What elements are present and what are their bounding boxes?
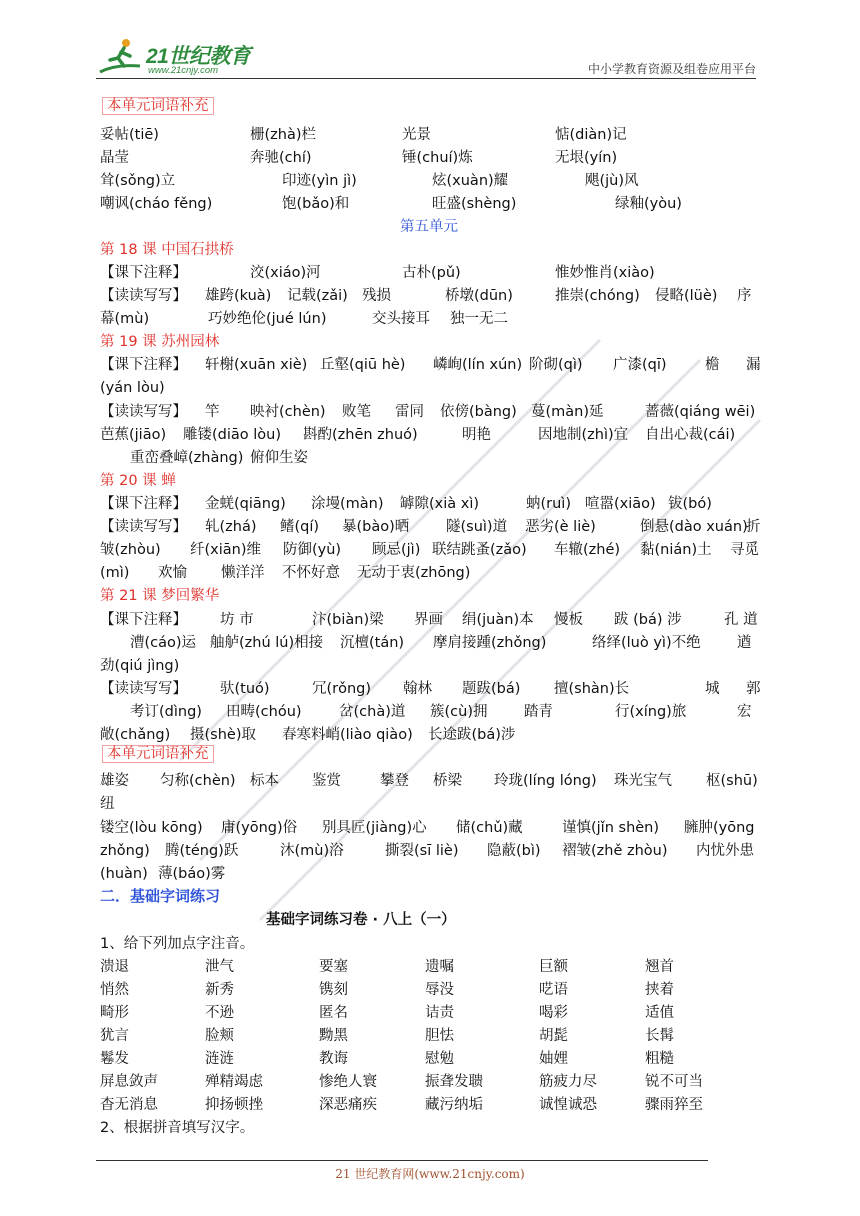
question-1: 1、给下列加点字注音。 bbox=[100, 936, 255, 952]
supp2-9: 枢(shū) bbox=[706, 773, 758, 789]
l19-read-5: 依傍(bàng) bbox=[440, 404, 517, 420]
lesson-19-title: 第 19 课 苏州园林 bbox=[100, 334, 220, 350]
grid-r3c5: 长髯 bbox=[645, 1028, 674, 1044]
supp2-3: 标本 bbox=[250, 773, 279, 789]
l20-read-15: 寻觅 bbox=[730, 542, 759, 558]
grid-r4c0: 鬈发 bbox=[100, 1051, 129, 1067]
l18-read-4: 桥墩(dūn) bbox=[445, 288, 513, 304]
supp1-r0c2: 光景 bbox=[402, 127, 431, 143]
l20-note-3: 罅隙(xià xì) bbox=[400, 496, 480, 512]
l18-notes-label: 【课下注释】 bbox=[100, 265, 187, 281]
l21-read-17: 春寒料峭(liào qiào) bbox=[282, 727, 413, 743]
l21-note-9: 舳舻(zhú lú)相接 bbox=[210, 635, 324, 651]
l19-note-7: 漏 bbox=[746, 357, 761, 373]
supp2-20: 撕裂(sī liè) bbox=[385, 843, 459, 859]
l19-read-9: 雕镂(diāo lòu) bbox=[183, 427, 282, 443]
supp1-r3c0: 嘲讽(cháo fěng) bbox=[100, 196, 213, 212]
grid-r1c4: 呓语 bbox=[539, 982, 568, 998]
supp2-24: (huàn) bbox=[100, 866, 148, 882]
supp1-r3c3: 绿釉(yòu) bbox=[615, 196, 682, 212]
grid-r1c1: 新秀 bbox=[205, 982, 234, 998]
grid-r0c0: 溃退 bbox=[100, 959, 129, 975]
grid-r6c5: 骤雨猝至 bbox=[645, 1097, 703, 1113]
supp2-7: 玲珑(líng lóng) bbox=[494, 773, 597, 789]
l20-read-3: 暴(bào)晒 bbox=[342, 519, 410, 535]
l21-read-16: 摄(shè)取 bbox=[190, 727, 256, 743]
l21-note-3: 界画 bbox=[414, 612, 443, 628]
supp2-12: 庸(yōng)俗 bbox=[221, 820, 298, 836]
supp2-11: 镂空(lòu kōng) bbox=[100, 820, 203, 836]
l19-note-8: (yán lòu) bbox=[100, 380, 165, 396]
grid-r2c4: 喝彩 bbox=[539, 1005, 568, 1021]
l18-read-label: 【读读写写】 bbox=[100, 288, 187, 304]
l19-read-10: 斟酌(zhēn zhuó) bbox=[303, 427, 418, 443]
l21-note-12: 络绎(luò yì)不绝 bbox=[592, 635, 701, 651]
grid-r5c4: 筋疲力尽 bbox=[539, 1074, 597, 1090]
l21-read-18: 长途跋(bá)涉 bbox=[428, 727, 516, 743]
l19-read-15: 俯仰生姿 bbox=[250, 450, 308, 466]
grid-r2c2: 匿名 bbox=[319, 1005, 348, 1021]
grid-r2c0: 畸形 bbox=[100, 1005, 129, 1021]
l20-read-12: 联结跳蚤(zǎo) bbox=[432, 542, 527, 558]
l20-note-5: 喧嚣(xiāo) bbox=[585, 496, 656, 512]
l21-note-11: 摩肩接踵(zhǒng) bbox=[433, 635, 547, 651]
l21-read-9: 田畴(chóu) bbox=[226, 704, 302, 720]
grid-r6c2: 深恶痛疾 bbox=[319, 1097, 377, 1113]
grid-r2c5: 适值 bbox=[645, 1005, 674, 1021]
grid-r5c1: 殚精竭虑 bbox=[205, 1074, 263, 1090]
grid-r6c1: 抑扬顿挫 bbox=[205, 1097, 263, 1113]
grid-r3c1: 脸颊 bbox=[205, 1028, 234, 1044]
l19-read-label: 【读读写写】 bbox=[100, 404, 187, 420]
l20-note-1: 金蜣(qiāng) bbox=[205, 496, 286, 512]
l20-note-6: 钹(bó) bbox=[668, 496, 712, 512]
grid-r4c2: 教诲 bbox=[319, 1051, 348, 1067]
l18-read-3: 残损 bbox=[362, 288, 391, 304]
l19-read-11: 明艳 bbox=[462, 427, 491, 443]
supp1-r2c2: 炫(xuàn)耀 bbox=[432, 173, 509, 189]
supp2-5: 攀登 bbox=[380, 773, 409, 789]
l19-read-6: 蔓(màn)延 bbox=[531, 404, 604, 420]
grid-r6c3: 藏污纳垢 bbox=[425, 1097, 483, 1113]
l21-read-label: 【读读写写】 bbox=[100, 681, 187, 697]
l20-read-5: 恶劣(è liè) bbox=[525, 519, 596, 535]
l19-note-4: 阶砌(qì) bbox=[529, 357, 583, 373]
l20-read-16: (mì) bbox=[100, 565, 130, 581]
header-divider bbox=[96, 78, 756, 79]
supp1-r0c1: 栅(zhà)栏 bbox=[250, 127, 317, 143]
exercise-title: 基础字词练习卷 · 八上（一） bbox=[266, 912, 456, 928]
l20-read-4: 隧(suì)道 bbox=[446, 519, 508, 535]
supp1-r1c3: 无垠(yín) bbox=[555, 150, 618, 166]
l20-read-20: 无动于衷(zhōng) bbox=[357, 565, 471, 581]
grid-r5c0: 屏息敛声 bbox=[100, 1074, 158, 1090]
l20-read-13: 车辙(zhé) bbox=[554, 542, 621, 558]
l19-read-1: 竿 bbox=[205, 404, 220, 420]
supp2-6: 桥梁 bbox=[433, 773, 462, 789]
supp1-r2c1: 印迹(yìn jì) bbox=[282, 173, 357, 189]
grid-r0c2: 要塞 bbox=[319, 959, 348, 975]
supp2-16: 臃肿(yōng bbox=[684, 820, 755, 836]
l21-read-15: 敞(chǎng) bbox=[100, 727, 171, 743]
grid-r0c5: 翘首 bbox=[645, 959, 674, 975]
grid-r6c4: 诚惶诚恐 bbox=[539, 1097, 597, 1113]
l19-read-8: 芭蕉(jiāo) bbox=[100, 427, 167, 443]
l21-read-5: 擅(shàn)长 bbox=[554, 681, 630, 697]
l20-read-14: 黏(nián)土 bbox=[640, 542, 712, 558]
l18-read-10: 交头接耳 bbox=[372, 311, 430, 327]
supp1-r3c1: 饱(bǎo)和 bbox=[282, 196, 350, 212]
supp2-1: 雄姿 bbox=[100, 773, 129, 789]
l19-note-3: 嶙峋(lín xún) bbox=[433, 357, 523, 373]
l21-read-1: 驮(tuó) bbox=[220, 681, 270, 697]
l21-read-14: 宏 bbox=[737, 704, 752, 720]
l19-read-2: 映衬(chèn) bbox=[250, 404, 326, 420]
supp2-10: 纽 bbox=[100, 796, 115, 812]
lesson-18-title: 第 18 课 中国石拱桥 bbox=[100, 242, 234, 258]
l20-notes-label: 【课下注释】 bbox=[100, 496, 187, 512]
runner-logo-icon bbox=[96, 36, 144, 76]
l20-read-6: 倒悬(dào xuán) bbox=[640, 519, 748, 535]
l19-read-7: 蔷薇(qiáng wēi) bbox=[645, 404, 756, 420]
l18-read-2: 记载(zǎi) bbox=[287, 288, 348, 304]
supp2-22: 褶皱(zhě zhòu) bbox=[562, 843, 668, 859]
grid-r3c3: 胆怯 bbox=[425, 1028, 454, 1044]
l21-note-4: 绢(juàn)本 bbox=[462, 612, 534, 628]
l20-note-2: 涂墁(màn) bbox=[311, 496, 384, 512]
l18-note-2: 古朴(pǔ) bbox=[402, 265, 461, 281]
l18-read-8: 幕(mù) bbox=[100, 311, 150, 327]
l20-read-8: 皱(zhòu) bbox=[100, 542, 161, 558]
l21-note-6: 跋 (bá) 涉 bbox=[614, 612, 682, 628]
page-header bbox=[96, 34, 756, 78]
supp2-15: 谨慎(jǐn shèn) bbox=[562, 820, 660, 836]
l21-note-2: 汴(biàn)梁 bbox=[312, 612, 384, 628]
supp1-r1c1: 奔驰(chí) bbox=[250, 150, 312, 166]
grid-r5c2: 惨绝人寰 bbox=[319, 1074, 377, 1090]
grid-r1c0: 悄然 bbox=[100, 982, 129, 998]
l21-read-2: 冗(rǒng) bbox=[312, 681, 372, 697]
l20-read-label: 【读读写写】 bbox=[100, 519, 187, 535]
supplement-title-1: 本单元词语补充 bbox=[102, 96, 214, 116]
l19-note-2: 丘壑(qiū hè) bbox=[320, 357, 406, 373]
supp2-21: 隐蔽(bì) bbox=[487, 843, 541, 859]
grid-r1c2: 镌刻 bbox=[319, 982, 348, 998]
l20-read-11: 顾忌(jì) bbox=[372, 542, 421, 558]
grid-r3c4: 胡髭 bbox=[539, 1028, 568, 1044]
l21-read-4: 题跋(bá) bbox=[462, 681, 521, 697]
logo-url: www.21cnjy.com bbox=[148, 65, 219, 76]
l21-note-14: 劲(qiú jìng) bbox=[100, 658, 180, 674]
grid-r1c3: 辱没 bbox=[425, 982, 454, 998]
l21-read-11: 簇(cù)拥 bbox=[430, 704, 488, 720]
supp1-r1c0: 晶莹 bbox=[100, 150, 129, 166]
l20-read-9: 纤(xiān)维 bbox=[190, 542, 261, 558]
footer-divider bbox=[96, 1160, 708, 1161]
supp2-17: zhǒng) bbox=[100, 843, 150, 859]
l19-read-3: 败笔 bbox=[342, 404, 371, 420]
supp2-23: 内忧外患 bbox=[696, 843, 754, 859]
grid-r0c4: 巨额 bbox=[539, 959, 568, 975]
l18-read-1: 雄跨(kuà) bbox=[205, 288, 272, 304]
l20-note-4: 蚋(ruì) bbox=[526, 496, 571, 512]
logo-text: 21世纪教育 bbox=[146, 45, 251, 68]
grid-r3c0: 犹言 bbox=[100, 1028, 129, 1044]
l20-read-19: 不怀好意 bbox=[282, 565, 340, 581]
grid-r1c5: 挟着 bbox=[645, 982, 674, 998]
l18-read-6: 侵略(lüè) bbox=[655, 288, 718, 304]
l20-read-18: 懒洋洋 bbox=[221, 565, 265, 581]
grid-r5c5: 锐不可当 bbox=[645, 1074, 703, 1090]
l21-note-5: 慢板 bbox=[554, 612, 583, 628]
lesson-21-title: 第 21 课 梦回繁华 bbox=[100, 588, 220, 604]
l21-note-7: 孔 道 bbox=[724, 612, 758, 628]
grid-r0c1: 泄气 bbox=[205, 959, 234, 975]
supp2-2: 匀称(chèn) bbox=[160, 773, 236, 789]
grid-r6c0: 杳无消息 bbox=[100, 1097, 158, 1113]
l21-notes-label: 【课下注释】 bbox=[100, 612, 187, 628]
platform-name: 中小学教育资源及组卷应用平台 bbox=[587, 62, 756, 76]
grid-r4c1: 涟涟 bbox=[205, 1051, 234, 1067]
grid-r2c3: 诘责 bbox=[425, 1005, 454, 1021]
supp2-8: 珠光宝气 bbox=[614, 773, 672, 789]
l20-read-7: 折 bbox=[746, 519, 761, 535]
footer-text: 21 世纪教育网(www.21cnjy.com) bbox=[335, 1167, 525, 1181]
supp2-13: 别具匠(jiàng)心 bbox=[322, 820, 427, 836]
supp1-r0c0: 妥帖(tiē) bbox=[100, 127, 159, 143]
grid-r0c3: 遗嘱 bbox=[425, 959, 454, 975]
grid-r2c1: 不逊 bbox=[205, 1005, 234, 1021]
supp1-r2c0: 耸(sǒng)立 bbox=[100, 173, 176, 189]
unit-5-heading: 第五单元 bbox=[400, 219, 458, 235]
l21-note-8: 漕(cáo)运 bbox=[130, 635, 197, 651]
l20-read-17: 欢愉 bbox=[158, 565, 187, 581]
supp1-r1c2: 锤(chuí)炼 bbox=[402, 150, 473, 166]
l19-read-4: 雷同 bbox=[395, 404, 424, 420]
supp1-r3c2: 旺盛(shèng) bbox=[432, 196, 517, 212]
l21-note-10: 沉檀(tán) bbox=[340, 635, 405, 651]
l20-read-10: 防御(yù) bbox=[283, 542, 342, 558]
l19-note-5: 广漆(qī) bbox=[613, 357, 667, 373]
lesson-20-title: 第 20 课 蝉 bbox=[100, 473, 176, 489]
grid-r4c4: 妯娌 bbox=[539, 1051, 568, 1067]
supp2-18: 腾(téng)跃 bbox=[165, 843, 239, 859]
l19-read-12: 因地制(zhì)宜 bbox=[538, 427, 629, 443]
l19-read-14: 重峦叠嶂(zhàng) bbox=[130, 450, 244, 466]
grid-r4c3: 慰勉 bbox=[425, 1051, 454, 1067]
l19-note-6: 檐 bbox=[705, 357, 720, 373]
section-2-heading: 二．基础字词练习 bbox=[100, 887, 221, 905]
l20-read-2: 鳍(qí) bbox=[280, 519, 320, 535]
supp2-25: 薄(báo)雾 bbox=[158, 866, 226, 882]
l18-read-11: 独一无二 bbox=[450, 311, 508, 327]
l18-read-5: 推崇(chóng) bbox=[555, 288, 640, 304]
l21-note-13: 遒 bbox=[737, 635, 752, 651]
logo bbox=[96, 36, 286, 76]
l21-read-7: 郭 bbox=[746, 681, 761, 697]
l21-read-12: 踏青 bbox=[524, 704, 553, 720]
l18-note-1: 洨(xiáo)河 bbox=[250, 265, 321, 281]
l19-read-13: 自出心裁(cái) bbox=[645, 427, 736, 443]
l20-read-1: 轧(zhá) bbox=[205, 519, 257, 535]
l18-read-7: 序 bbox=[737, 288, 752, 304]
l21-read-3: 翰林 bbox=[403, 681, 432, 697]
question-2: 2、根据拼音填写汉字。 bbox=[100, 1120, 255, 1136]
l21-read-10: 岔(chà)道 bbox=[339, 704, 406, 720]
l21-read-13: 行(xíng)旅 bbox=[615, 704, 687, 720]
l18-note-3: 惟妙惟肖(xiào) bbox=[555, 265, 655, 281]
supp2-4: 鉴赏 bbox=[312, 773, 341, 789]
supp2-14: 储(chǔ)藏 bbox=[456, 820, 523, 836]
l19-notes-label: 【课下注释】 bbox=[100, 357, 187, 373]
supp1-r2c3: 飓(jù)风 bbox=[585, 173, 639, 189]
supp2-19: 沐(mù)浴 bbox=[280, 843, 344, 859]
l21-note-1: 坊 市 bbox=[220, 612, 254, 628]
l19-note-1: 轩榭(xuān xiè) bbox=[205, 357, 308, 373]
grid-r4c5: 粗糙 bbox=[645, 1051, 674, 1067]
l21-read-6: 城 bbox=[705, 681, 720, 697]
grid-r5c3: 振聋发聩 bbox=[425, 1074, 483, 1090]
l21-read-8: 考订(dìng) bbox=[130, 704, 202, 720]
l18-read-9: 巧妙绝伦(jué lún) bbox=[208, 311, 327, 327]
grid-r3c2: 黝黑 bbox=[319, 1028, 348, 1044]
supp1-r0c3: 惦(diàn)记 bbox=[555, 127, 627, 143]
supplement-title-2: 本单元词语补充 bbox=[102, 744, 214, 764]
